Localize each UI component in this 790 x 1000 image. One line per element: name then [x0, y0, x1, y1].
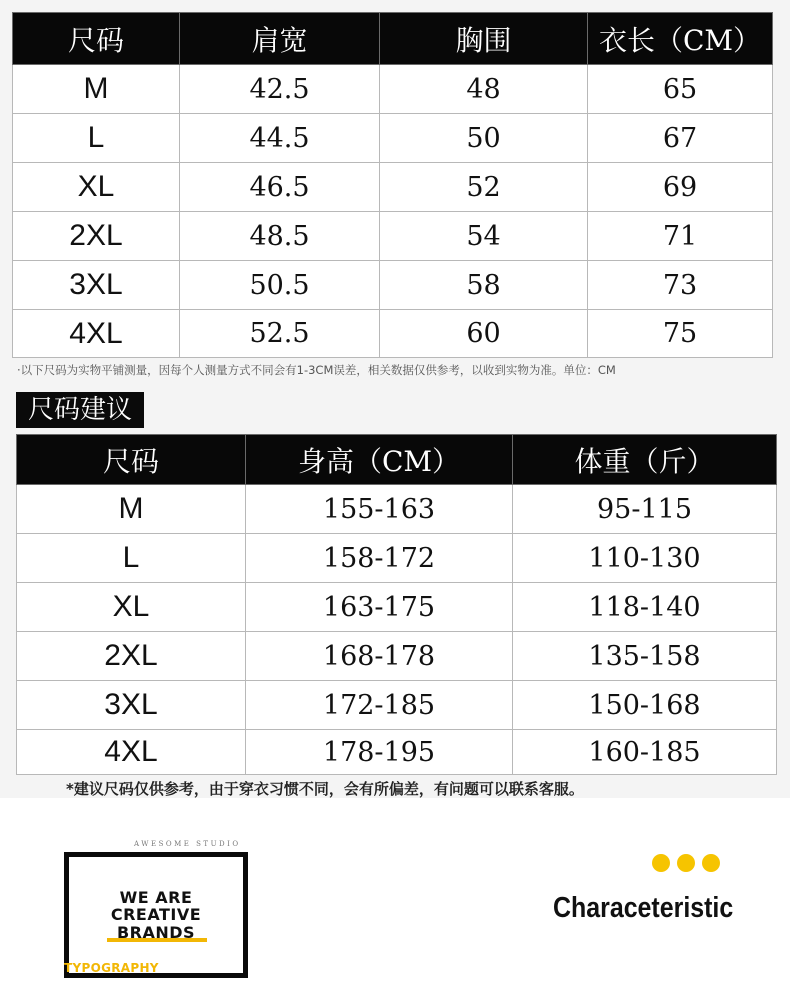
table-row [13, 65, 773, 114]
header-height: 身高（CM） [246, 435, 513, 485]
table-row [17, 730, 777, 775]
measurement-note: ·以下尺码为实物平铺测量，因每个人测量方式不同会有1-3CM误差，相关数据仅供参考，以收到实物为准。单位：CM [17, 363, 616, 377]
table-row [17, 681, 777, 730]
size-cell: L [17, 534, 246, 583]
table-row [17, 632, 777, 681]
chest-cell: 58 [380, 261, 588, 310]
table-row [13, 261, 773, 310]
length-cell: 73 [588, 261, 773, 310]
length-cell: 67 [588, 114, 773, 163]
chest-cell: 60 [380, 310, 588, 358]
logo-line-1: WE ARE [119, 888, 193, 907]
chest-cell: 52 [380, 163, 588, 212]
header-weight: 体重（斤） [513, 435, 777, 485]
shoulder-cell: 48.5 [180, 212, 380, 261]
size-cell: 4XL [13, 310, 180, 358]
header-size: 尺码 [13, 13, 180, 65]
logo-line-3: BRANDS [116, 923, 196, 942]
weight-cell: 118-140 [513, 583, 777, 632]
weight-cell: 95-115 [513, 485, 777, 534]
weight-cell: 110-130 [513, 534, 777, 583]
shoulder-cell: 44.5 [180, 114, 380, 163]
dot-icon [702, 854, 720, 872]
typography-label: TYPOGRAPHY [64, 961, 159, 975]
header-length: 衣长（CM） [588, 13, 773, 65]
studio-label: AWESOME STUDIO [134, 840, 241, 848]
header-size: 尺码 [17, 435, 246, 485]
chest-cell: 50 [380, 114, 588, 163]
shoulder-cell: 52.5 [180, 310, 380, 358]
header-shoulder: 肩宽 [180, 13, 380, 65]
size-advice-note: *建议尺码仅供参考，由于穿衣习惯不同，会有所偏差，有问题可以联系客服。 [66, 780, 584, 798]
table-row [17, 583, 777, 632]
shoulder-cell: 42.5 [180, 65, 380, 114]
size-cell: XL [13, 163, 180, 212]
weight-cell: 160-185 [513, 730, 777, 775]
weight-cell: 150-168 [513, 681, 777, 730]
table-row [13, 310, 773, 358]
size-cell: 3XL [17, 681, 246, 730]
brand-logo [64, 852, 248, 978]
size-measurement-table [12, 12, 773, 358]
chest-cell: 48 [380, 65, 588, 114]
size-cell: 2XL [17, 632, 246, 681]
table-row [13, 163, 773, 212]
size-cell: M [17, 485, 246, 534]
logo-line-2: CREATIVE [110, 905, 202, 924]
size-advice-table [16, 434, 777, 775]
table-row [13, 212, 773, 261]
length-cell: 75 [588, 310, 773, 358]
table-row [17, 485, 777, 534]
header-chest: 胸围 [380, 13, 588, 65]
length-cell: 65 [588, 65, 773, 114]
length-cell: 69 [588, 163, 773, 212]
size-cell: XL [17, 583, 246, 632]
size-cell: 4XL [17, 730, 246, 775]
length-cell: 71 [588, 212, 773, 261]
shoulder-cell: 50.5 [180, 261, 380, 310]
chest-cell: 54 [380, 212, 588, 261]
size-cell: 3XL [13, 261, 180, 310]
shoulder-cell: 46.5 [180, 163, 380, 212]
height-cell: 168-178 [246, 632, 513, 681]
size-cell: L [13, 114, 180, 163]
weight-cell: 135-158 [513, 632, 777, 681]
decorative-dots [652, 854, 727, 876]
table-row [17, 534, 777, 583]
height-cell: 178-195 [246, 730, 513, 775]
dot-icon [677, 854, 695, 872]
table-header-row [17, 435, 777, 485]
height-cell: 155-163 [246, 485, 513, 534]
height-cell: 158-172 [246, 534, 513, 583]
size-advice-title: 尺码建议 [16, 392, 144, 428]
size-cell: 2XL [13, 212, 180, 261]
dot-icon [652, 854, 670, 872]
size-cell: M [13, 65, 180, 114]
table-header-row [13, 13, 773, 65]
height-cell: 172-185 [246, 681, 513, 730]
height-cell: 163-175 [246, 583, 513, 632]
table-row [13, 114, 773, 163]
characteristic-heading: Characeteristic [553, 892, 734, 924]
